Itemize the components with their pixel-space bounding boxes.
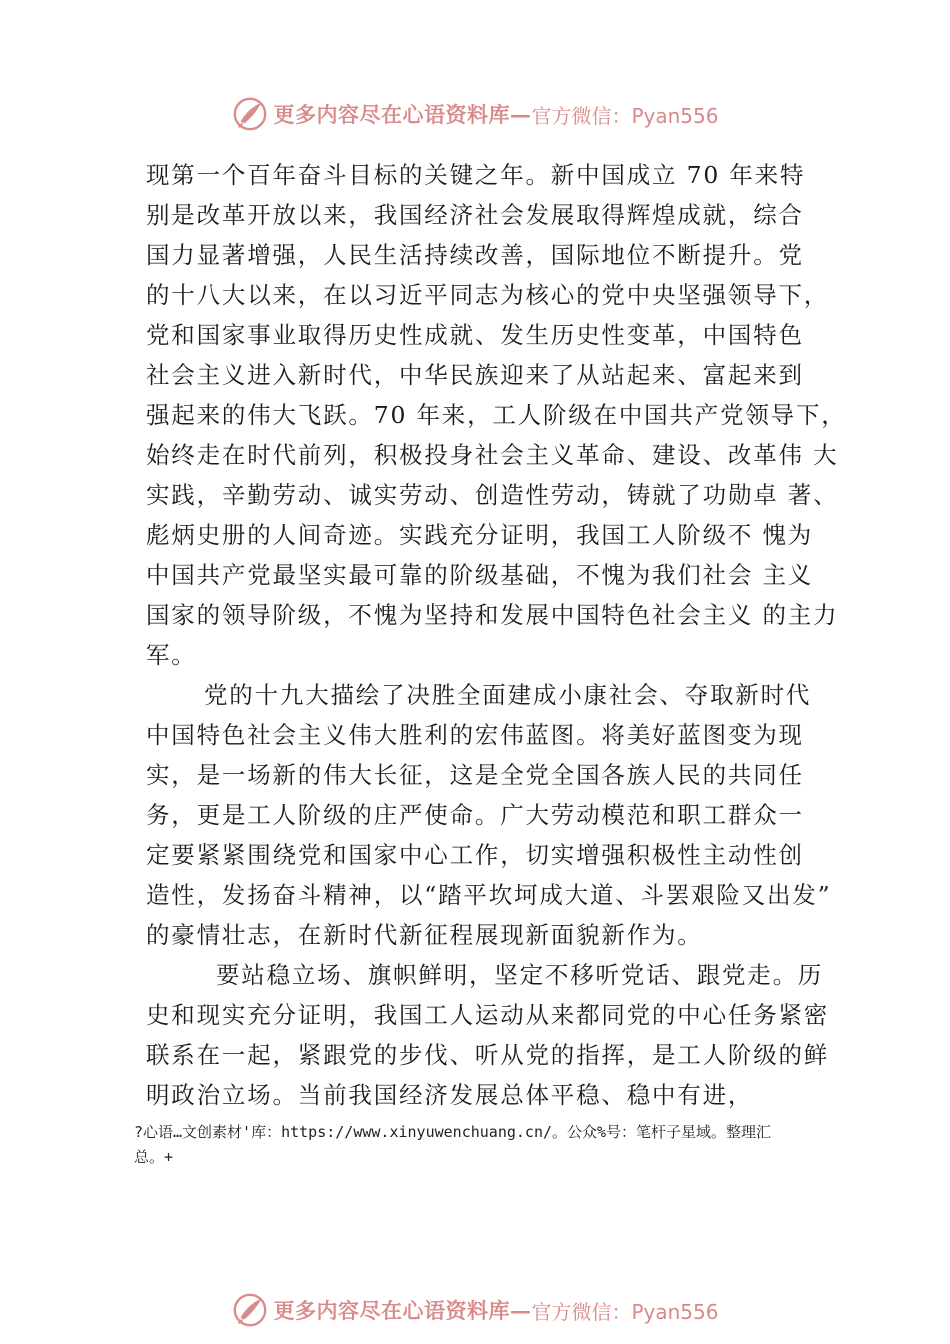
text-line: 党的十九大描绘了决胜全面建成小康社会、夺取新时代 (204, 681, 812, 709)
text-line: 明政治立场。当前我国经济发展总体平稳、稳中有进， (146, 1081, 754, 1109)
text-line: 现第一个百年奋斗目标的关键之年。新中国成立 70 年来特 (146, 161, 806, 189)
document-body (146, 155, 847, 1115)
footnote-line: ?心语…文创素材'库：https://www.xinyuwenchuang.cn/。公众%号：笔杆子星域。整理汇 (134, 1123, 772, 1141)
text-line: 实践，辛勤劳动、诚实劳动、创造性劳动，铸就了功勋卓 著、 (146, 481, 839, 509)
banner-title: 更多内容尽在心语资料库— (273, 102, 532, 127)
header-banner (0, 92, 950, 136)
text-line: 彪炳史册的人间奇迹。实践充分证明，我国工人阶级不 愧为 (146, 521, 814, 549)
quill-logo-icon (231, 95, 269, 133)
text-line: 国力显著增强，人民生活持续改善，国际地位不断提升。党 (146, 241, 804, 269)
text-line: 定要紧紧围绕党和国家中心工作，切实增强积极性主动性创 (146, 841, 804, 869)
banner-wechat: 官方微信：Pyan556 (531, 1299, 719, 1324)
banner-wechat: 官方微信：Pyan556 (531, 103, 719, 128)
text-line: 社会主义进入新时代，中华民族迎来了从站起来、富起来到 (146, 361, 804, 389)
paragraph-1 (146, 155, 847, 675)
banner-title: 更多内容尽在心语资料库— (273, 1298, 532, 1323)
footnote-line: 总。+ (134, 1148, 174, 1166)
text-line: 联系在一起，紧跟党的步伐、听从党的指挥，是工人阶级的鲜 (146, 1041, 830, 1069)
text-line: 强起来的伟大飞跃。70 年来，工人阶级在中国共产党领导下， (146, 401, 847, 429)
text-line: 的十八大以来，在以习近平同志为核心的党中央坚强领导下， (146, 281, 830, 309)
text-line: 要站稳立场、旗帜鲜明，坚定不移听党话、跟党走。历 (216, 961, 824, 989)
text-line: 军。 (146, 641, 197, 669)
text-line: 中国共产党最坚实最可靠的阶级基础，不愧为我们社会 主义 (146, 561, 814, 589)
text-line: 党和国家事业取得历史性成就、发生历史性变革，中国特色 (146, 321, 804, 349)
text-line: 造性，发扬奋斗精神，以“踏平坎坷成大道、斗罢艰险又出发” (146, 881, 832, 909)
text-line: 务，更是工人阶级的庄严使命。广大劳动模范和职工群众一 (146, 801, 804, 829)
text-line: 的豪情壮志，在新时代新征程展现新面貌新作为。 (146, 921, 703, 949)
text-line: 中国特色社会主义伟大胜利的宏伟蓝图。将美好蓝图变为现 (146, 721, 804, 749)
text-line: 实，是一场新的伟大长征，这是全党全国各族人民的共同任 (146, 761, 804, 789)
text-line: 始终走在时代前列，积极投身社会主义革命、建设、改革伟 大 (146, 441, 839, 469)
text-line: 史和现实充分证明，我国工人运动从来都同党的中心任务紧密 (146, 1001, 830, 1029)
source-footnote (134, 1120, 854, 1170)
paragraph-2 (146, 675, 836, 955)
quill-logo-icon (231, 1291, 269, 1329)
text-line: 国家的领导阶级，不愧为坚持和发展中国特色社会主义 的主力 (146, 601, 839, 629)
text-line: 别是改革开放以来，我国经济社会发展取得辉煌成就，综合 (146, 201, 804, 229)
paragraph-3 (146, 955, 836, 1115)
footer-banner (0, 1288, 950, 1332)
